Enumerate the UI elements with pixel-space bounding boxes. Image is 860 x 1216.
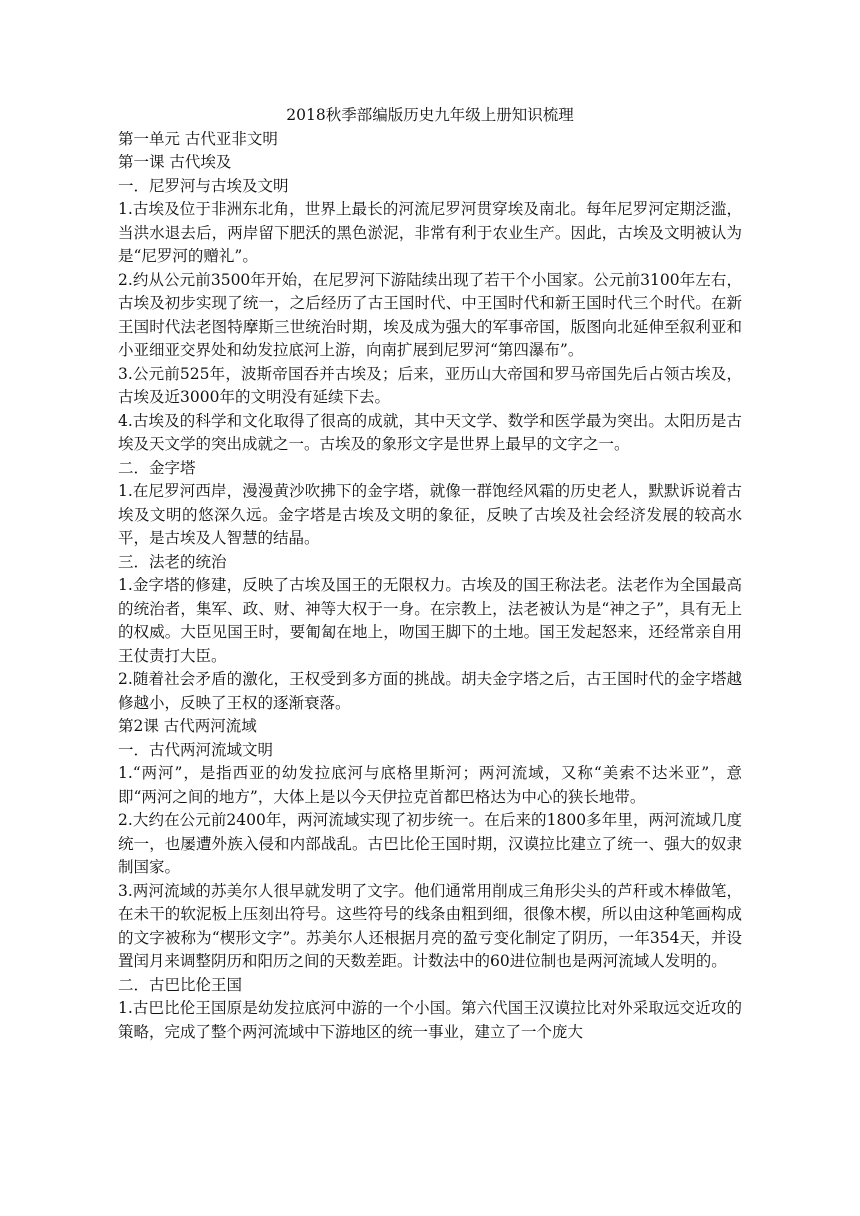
paragraph: 3.公元前525年，波斯帝国吞并古埃及；后来，亚历山大帝国和罗马帝国先后占领古埃及，古埃及近3000年的文明没有延续下去。 [118,364,742,406]
section-heading: 第一单元 古代亚非文明 [118,129,278,148]
paragraph: 2.大约在公元前2400年，两河流域实现了初步统一。在后来的1800多年里，两河流域几度统一，也屡遭外族入侵和内部战乱。古巴比伦王国时期，汉谟拉比建立了统一、强大的奴隶制国家。 [118,811,742,876]
section-heading: 二．金字塔 [118,458,196,477]
section-heading: 一．尼罗河与古埃及文明 [118,176,289,195]
paragraph: 1.古埃及位于非洲东北角，世界上最长的河流尼罗河贯穿埃及南北。每年尼罗河定期泛滥，当洪水退去后，两岸留下肥沃的黑色淤泥，非常有利于农业生产。因此，古埃及文明被认为是“尼罗河的赠礼”。 [118,200,742,265]
section-heading: 第2课 古代两河流域 [118,717,257,735]
paragraph: 1.在尼罗河西岸，漫漫黄沙吹拂下的金字塔，就像一群饱经风霜的历史老人，默默诉说着古埃及文明的悠深久远。金字塔是古埃及文明的象征，反映了古埃及社会经济发展的较高水平，是古埃及人智慧的结晶。 [118,482,742,547]
paragraph: 4.古埃及的科学和文化取得了很高的成就，其中天文学、数学和医学最为突出。太阳历是古埃及天文学的突出成就之一。古埃及的象形文字是世界上最早的文字之一。 [118,411,742,453]
document-page [118,104,742,1044]
paragraph: 1.古巴比伦王国原是幼发拉底河中游的一个小国。第六代国王汉谟拉比对外采取远交近攻的策略，完成了整个两河流域中下游地区的统一事业，建立了一个庞大 [118,999,742,1041]
section-heading: 二．古巴比伦王国 [118,975,243,994]
section-heading: 第一课 古代埃及 [118,153,232,171]
section-heading: 一．古代两河流域文明 [118,740,274,759]
paragraph: 2.约从公元前3500年开始，在尼罗河下游陆续出现了若干个小国家。公元前3100年左右，古埃及初步实现了统一，之后经历了古王国时代、中王国时代和新王国时代三个时代。在新王国时代法老图特摩斯三世统治时期，埃及成为强大的军事帝国，版图向北延伸至叙利亚和小亚细亚交界处和幼发拉底河上游，向南扩展到尼罗河“第四瀑布”。 [118,270,742,359]
document-title: 2018秋季部编版历史九年级上册知识梳理 [286,106,574,124]
section-heading: 三．法老的统治 [118,552,227,571]
document-body [118,128,742,1045]
paragraph: 2.随着社会矛盾的激化，王权受到多方面的挑战。胡夫金字塔之后，古王国时代的金字塔越修越小，反映了王权的逐渐衰落。 [118,670,742,712]
paragraph: 1.“两河”，是指西亚的幼发拉底河与底格里斯河；两河流域，又称“美索不达米亚”，意即“两河之间的地方”，大体上是以今天伊拉克首都巴格达为中心的狭长地带。 [118,764,742,806]
paragraph: 1.金字塔的修建，反映了古埃及国王的无限权力。古埃及的国王称法老。法老作为全国最高的统治者，集军、政、财、神等大权于一身。在宗教上，法老被认为是“神之子”，具有无上的权威。大臣见国王时，要匍匐在地上，吻国王脚下的土地。国王发起怒来，还经常亲自用王仗责打大臣。 [118,576,742,665]
paragraph: 3.两河流域的苏美尔人很早就发明了文字。他们通常用削成三角形尖头的芦秆或木棒做笔，在未干的软泥板上压刻出符号。这些符号的线条由粗到细，很像木楔，所以由这种笔画构成的文字被称为“楔形文字”。苏美尔人还根据月亮的盈亏变化制定了阴历，一年354天，并设置闰月来调整阴历和阳历之间的天数差距。计数法中的60进位制也是两河流域人发明的。 [118,881,742,970]
